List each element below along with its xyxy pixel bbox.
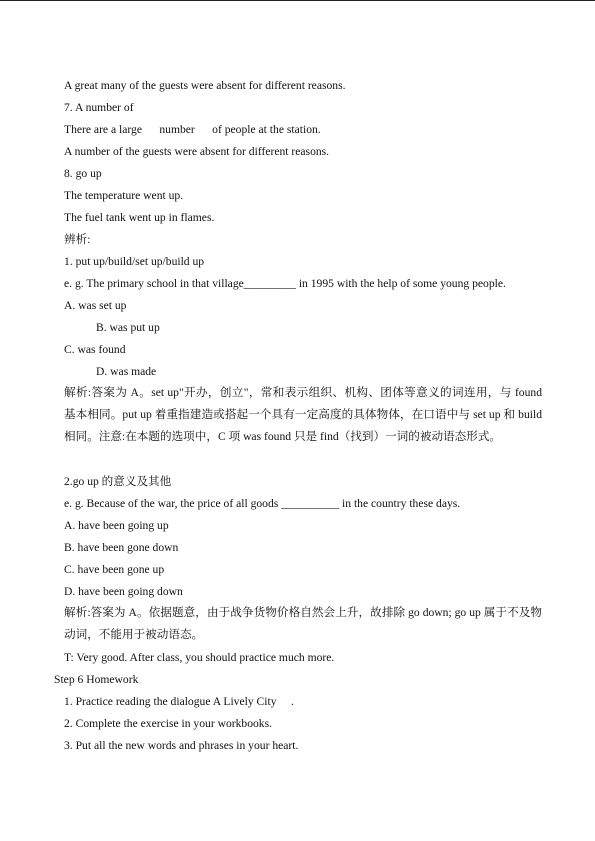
section-heading: 7. A number of: [64, 101, 134, 114]
option-c: C. have been gone up: [64, 563, 165, 576]
homework-item: 2. Complete the exercise in your workbooks.: [64, 717, 272, 730]
homework-item: 3. Put all the new words and phrases in your heart.: [64, 739, 299, 752]
top-border-line: [0, 0, 595, 1]
option-c: C. was found: [64, 343, 126, 356]
homework-item: 1. Practice reading the dialogue A Lively City .: [64, 695, 294, 708]
analysis-paragraph: 解析:答案为 A。依据题意，由于战争货物价格自然会上升，故排除 go down; go up 属于不及物动词，不能用于被动语态。: [64, 606, 542, 641]
example-question: e. g. Because of the war, the price of all goods __________ in the country these days.: [64, 497, 461, 510]
text-line: T: Very good. After class, you should practice much more.: [64, 651, 335, 664]
option-a: A. was set up: [64, 299, 127, 312]
option-b: B. was put up: [96, 321, 160, 334]
example-question: e. g. The primary school in that village_________ in 1995 with the help of some young people.: [64, 277, 506, 290]
text-line: A number of the guests were absent for different reasons.: [64, 145, 330, 158]
text-line: The fuel tank went up in flames.: [64, 211, 215, 224]
section-heading: 2.go up 的意义及其他: [64, 475, 172, 488]
option-a: A. have been going up: [64, 519, 169, 532]
section-heading: 辨析:: [64, 233, 91, 246]
text-line: 1. put up/build/set up/build up: [64, 255, 205, 268]
section-heading: 8. go up: [64, 167, 102, 180]
option-d: D. have been going down: [64, 585, 183, 598]
text-line: There are a large number of people at the station.: [64, 123, 321, 136]
step-heading: Step 6 Homework: [54, 673, 139, 686]
analysis-paragraph: 解析:答案为 A。set up"开办，创立"，常和表示组织、机构、团体等意义的词连用，与 found 基本相同。put up 着重指建造或搭起一个具有一定高度的具体物体，在口语中与 set up 和 build 相同。注意:在本题的选项中，C 项 was found 只是 find（找到）一词的被动语态形式。: [64, 386, 542, 443]
text-line: The temperature went up.: [64, 189, 184, 202]
option-d: D. was made: [96, 365, 157, 378]
text-line: A great many of the guests were absent for different reasons.: [64, 79, 346, 92]
option-b: B. have been gone down: [64, 541, 179, 554]
